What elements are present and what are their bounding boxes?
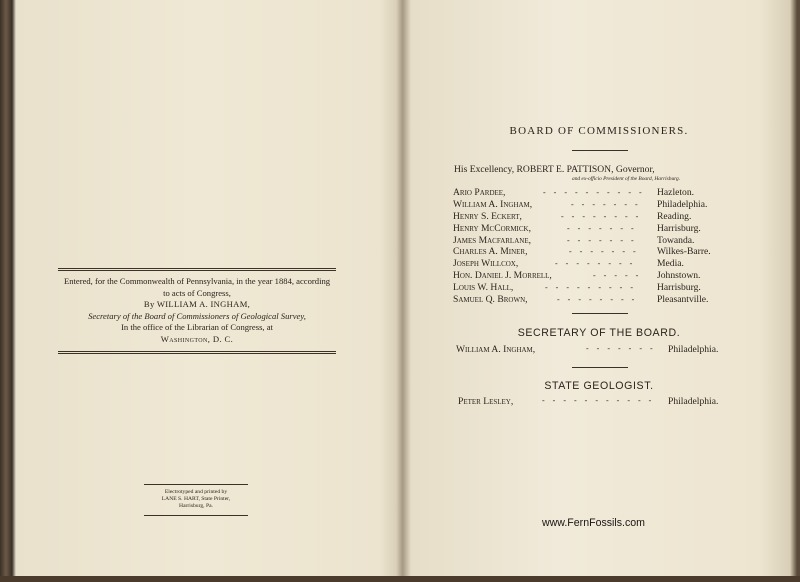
book-bottom-edge <box>0 576 800 582</box>
member-place: Harrisburg. <box>657 282 701 294</box>
member-place: Towanda. <box>657 234 695 246</box>
geologist-title: STATE GEOLOGIST. <box>544 380 654 392</box>
secretary-title: SECRETARY OF THE BOARD. <box>517 327 681 339</box>
member-row <box>453 223 753 235</box>
member-row <box>453 187 753 199</box>
members-list <box>453 187 753 306</box>
printer-line-2: LANE S. HART, State Printer, <box>161 496 231 503</box>
member-name: Henry McCormick, <box>453 222 531 234</box>
right-page <box>406 4 792 576</box>
copyright-line-6: Washington, D. C. <box>160 333 234 344</box>
member-name: Ario Pardee, <box>453 187 506 198</box>
leader-dots: - - - - - - - - <box>561 211 642 221</box>
member-place: Media. <box>657 258 684 270</box>
leader-dots: - - - - - - - - <box>557 295 638 305</box>
printer-line-1: Electrotyped and printed by <box>164 489 228 495</box>
member-row <box>453 270 753 282</box>
leader-dots: - - - - - - - <box>571 199 641 209</box>
leader-dots: - - - - - - - - - - <box>543 188 645 197</box>
members-rule <box>572 313 628 314</box>
copyright-line-4: Secretary of the Board of Commissioners of Geological Survey, <box>88 310 306 321</box>
secretary-place: Philadelphia. <box>668 344 719 355</box>
printer-line-3: Harrisburg, Pa. <box>179 503 213 510</box>
geologist-place: Philadelphia. <box>668 396 719 407</box>
member-place: Hazleton. <box>657 187 695 198</box>
leader-dots: - - - - - - - <box>567 235 637 245</box>
governor-name: His Excellency, ROBERT E. PATTISON, Governor, <box>454 164 655 175</box>
leader-dots: - - - - - <box>593 271 642 281</box>
website-watermark: www.FernFossils.com <box>542 517 646 529</box>
copyright-line-1: Entered, for the Commonwealth of Pennsylvania, in the year 1884, according <box>63 276 331 286</box>
leader-dots: - - - - - - - - <box>555 259 636 269</box>
copyright-line-5: In the office of the Librarian of Congress, at <box>121 322 273 333</box>
member-place: Harrisburg. <box>657 222 701 234</box>
member-row <box>453 235 753 247</box>
member-name: William A. Ingham, <box>453 198 533 210</box>
geologist-row <box>458 396 788 408</box>
governor-entry <box>454 164 784 182</box>
member-name: Henry S. Eckert, <box>453 210 522 222</box>
printer-imprint <box>144 484 248 516</box>
member-name: James Macfarlane, <box>453 234 531 246</box>
governor-subtitle: and ex-officio President of the Board, Harrisburg. <box>572 176 681 182</box>
board-title: BOARD OF COMMISSIONERS. <box>509 125 689 137</box>
printer-bottom-rule <box>144 515 248 516</box>
member-place: Wilkes-Barre. <box>657 246 711 258</box>
member-row <box>453 258 753 270</box>
copyright-line-3: By WILLIAM A. INGHAM, <box>143 299 251 310</box>
leader-dots: - - - - - - - <box>586 344 656 353</box>
copyright-line-2: to acts of Congress, <box>163 287 231 298</box>
copyright-notice <box>62 268 332 354</box>
member-name: Louis W. Hall, <box>453 282 514 294</box>
leader-dots: - - - - - - - - - <box>545 283 636 293</box>
member-place: Reading. <box>657 210 692 222</box>
leader-dots: - - - - - - - <box>567 223 637 233</box>
copyright-bottom-rule <box>58 351 336 354</box>
member-place: Pleasantville. <box>657 294 709 306</box>
member-name: Joseph Willcox, <box>453 258 519 270</box>
printer-top-rule <box>144 484 248 485</box>
leader-dots: - - - - - - - <box>569 247 639 257</box>
member-place: Johnstown. <box>657 270 701 282</box>
leader-dots: - - - - - - - - - - - <box>542 396 655 405</box>
secretary-row <box>456 344 786 356</box>
member-row <box>453 282 753 294</box>
copyright-top-rule <box>58 268 336 271</box>
member-name: Charles A. Miner, <box>453 246 528 258</box>
board-title-rule <box>572 150 628 151</box>
member-row <box>453 211 753 223</box>
member-name: Samuel Q. Brown, <box>453 294 528 306</box>
member-name: Hon. Daniel J. Morrell, <box>453 270 552 282</box>
secretary-rule <box>572 367 628 368</box>
member-row <box>453 294 753 306</box>
geologist-name: Peter Lesley, <box>458 396 514 407</box>
member-row <box>453 246 753 258</box>
member-place: Philadelphia. <box>657 198 708 210</box>
member-row <box>453 199 753 211</box>
secretary-name: William A. Ingham, <box>456 344 536 355</box>
